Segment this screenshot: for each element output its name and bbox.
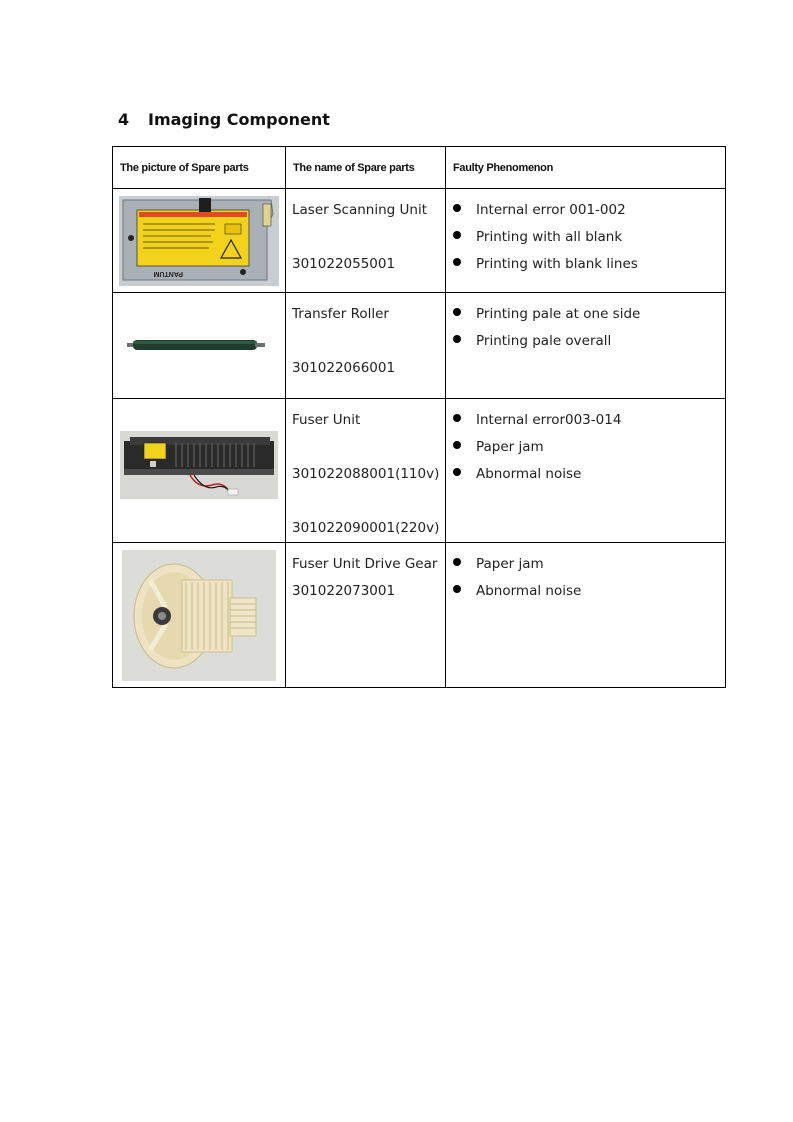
fault-item: Printing pale overall <box>453 328 725 355</box>
part-code: 301022088001(110v) <box>292 466 440 482</box>
part-name: Transfer Roller <box>292 306 389 322</box>
bullet-icon <box>453 204 461 212</box>
fault-item: Printing pale at one side <box>453 301 725 328</box>
bullet-icon <box>453 258 461 266</box>
name-cell <box>286 189 446 293</box>
header-name: The name of Spare parts <box>286 147 446 189</box>
name-cell <box>286 293 446 399</box>
bullet-icon <box>453 414 461 422</box>
picture-cell <box>113 293 286 399</box>
drive-gear-photo <box>122 550 276 681</box>
table-header-row <box>113 147 726 189</box>
fault-item: Paper jam <box>453 434 725 461</box>
bullet-icon <box>453 335 461 343</box>
name-cell <box>286 399 446 543</box>
fuser-unit-photo <box>120 431 278 499</box>
fault-item: Printing with blank lines <box>453 251 725 278</box>
faults-cell <box>446 189 726 293</box>
faults-cell <box>446 543 726 688</box>
table-row <box>113 189 726 293</box>
section-title: Imaging Component <box>148 110 330 129</box>
part-code: 301022066001 <box>292 360 396 376</box>
faults-cell <box>446 399 726 543</box>
part-code: 301022073001 <box>292 583 396 599</box>
section-heading <box>118 110 330 129</box>
fault-item: Internal error 001-002 <box>453 197 725 224</box>
bullet-icon <box>453 558 461 566</box>
transfer-roller-photo <box>127 337 267 353</box>
fault-item: Abnormal noise <box>453 578 725 605</box>
part-code: 301022055001 <box>292 256 396 272</box>
part-name: Fuser Unit Drive Gear <box>292 556 438 572</box>
picture-cell <box>113 399 286 543</box>
faults-cell <box>446 293 726 399</box>
header-faults: Faulty Phenomenon <box>446 147 726 189</box>
bullet-icon <box>453 468 461 476</box>
fault-item: Paper jam <box>453 551 725 578</box>
name-cell <box>286 543 446 688</box>
part-code: 301022090001(220v) <box>292 520 440 536</box>
bullet-icon <box>453 441 461 449</box>
fault-item: Internal error003-014 <box>453 407 725 434</box>
part-name: Fuser Unit <box>292 412 361 428</box>
part-name: Laser Scanning Unit <box>292 202 427 218</box>
header-picture: The picture of Spare parts <box>113 147 286 189</box>
fault-item: Printing with all blank <box>453 224 725 251</box>
table-row <box>113 293 726 399</box>
picture-cell <box>113 189 286 293</box>
pantum-label: PANTUM <box>153 270 183 277</box>
table-row <box>113 543 726 688</box>
table-row <box>113 399 726 543</box>
bullet-icon <box>453 231 461 239</box>
fault-item: Abnormal noise <box>453 461 725 488</box>
spare-parts-table <box>112 146 726 688</box>
bullet-icon <box>453 308 461 316</box>
bullet-icon <box>453 585 461 593</box>
picture-cell <box>113 543 286 688</box>
laser-scanning-unit-photo <box>119 196 279 286</box>
section-number: 4 <box>118 110 130 129</box>
